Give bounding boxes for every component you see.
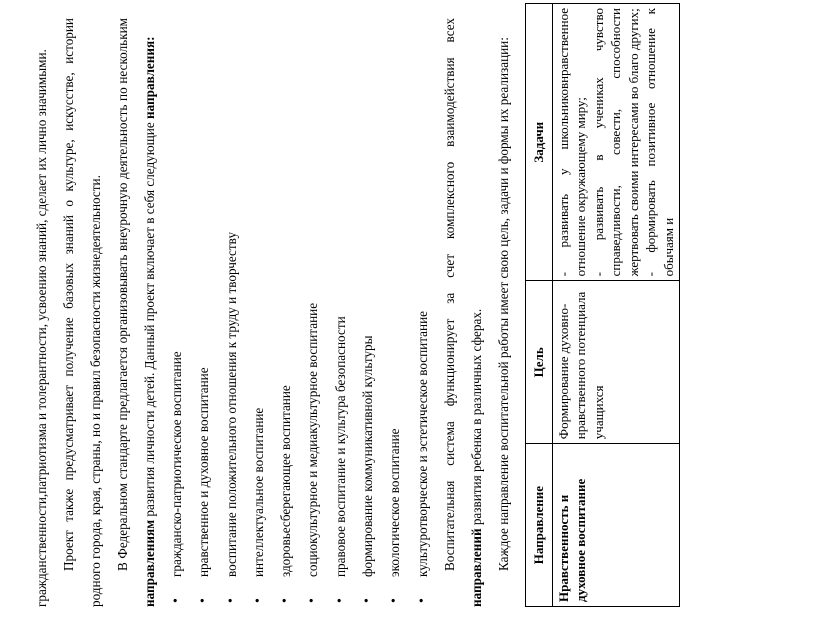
list-item — [218, 18, 245, 603]
list-item-text: здоровьесберегающее воспитание — [278, 385, 294, 577]
bullet-icon: • — [332, 598, 348, 603]
directions-table — [525, 3, 681, 607]
text-fragment: развития личности детей. Данный проект включает в себя следующие — [142, 119, 157, 520]
task-text: развивать в учениках чувство справедливости, совести, способности жертвовать своими интересами во благо других; — [590, 8, 641, 277]
bullet-icon: • — [196, 598, 212, 603]
text-fragment: В Федеральном стандарте предлагается организовывать внеурочную деятельность по нескольким — [115, 18, 130, 571]
paragraph-project: Проект также предусматривает получение базовых знаний о культуре, искусстве, истории родного города, края, страны, но и правил безопасности жизнедеятельности. — [61, 18, 103, 607]
list-item — [190, 18, 217, 603]
task-item — [555, 8, 590, 276]
goal-cell: Формирование духовно-нравственного потенциала учащихся — [552, 281, 680, 444]
tasks-cell — [552, 4, 680, 281]
list-item-text: экологическое воспитание — [387, 428, 403, 577]
bold-term: направлениям — [142, 519, 157, 607]
directions-list — [163, 18, 436, 607]
list-item-text: воспитание положительного отношения к труду и творчеству — [223, 231, 239, 577]
list-item-text: интеллектуальное воспитание — [250, 407, 266, 577]
paragraph-system — [436, 18, 490, 607]
bold-term: направления: — [142, 36, 157, 119]
list-item-text: формирование коммуникативной культуры — [360, 335, 376, 577]
list-item — [354, 18, 381, 603]
bold-term: направлений — [468, 528, 484, 607]
bullet-icon: • — [360, 598, 376, 603]
list-item — [327, 18, 354, 603]
list-item — [409, 18, 436, 603]
text-fragment: развития ребенка в различных сферах. — [468, 308, 484, 529]
list-item — [245, 18, 272, 603]
table-header-cell: Цель — [525, 281, 552, 444]
list-item-text: культуротворческое и эстетическое воспитание — [414, 311, 430, 577]
text-fragment: Воспитательная система функционирует за счет комплексного взаимодействия всех — [441, 18, 457, 571]
dash-marker: - — [555, 272, 571, 277]
list-item — [272, 18, 299, 603]
paragraph-intro-end: гражданственности,патриотизма и толерантности, усвоению знаний, сделает их лично значимыми. — [34, 49, 49, 607]
task-text: формировать позитивное отношение к обычаям и — [643, 8, 676, 277]
bullet-icon: • — [305, 598, 321, 603]
bullet-icon: • — [278, 598, 294, 603]
table-header-cell: Направление — [525, 444, 552, 607]
list-item-text: нравственное и духовное воспитание — [196, 367, 212, 577]
paragraph-fgos — [109, 18, 163, 607]
dash-marker: - — [590, 272, 606, 277]
list-item-text: социокультурное и медиакультурное воспитание — [305, 302, 321, 577]
bullet-icon: • — [414, 598, 430, 603]
list-item — [299, 18, 326, 603]
bullet-icon: • — [387, 598, 403, 603]
table-header-cell: Задачи — [525, 4, 552, 281]
table-row — [552, 4, 680, 607]
task-text: развивать у школьниковнравственное отношение окружающему миру; — [555, 8, 589, 277]
task-item — [590, 8, 643, 276]
list-item — [381, 18, 408, 603]
list-item-text: правовое воспитание и культура безопасности — [332, 316, 348, 577]
bullet-icon: • — [223, 598, 239, 603]
list-item-text: гражданско-патриотическое воспитание — [169, 351, 184, 577]
bullet-icon: • — [250, 598, 266, 603]
direction-cell: Нравственность и духовное воспитание — [552, 444, 680, 607]
task-item — [642, 8, 677, 276]
table-header-row — [525, 4, 552, 607]
list-item — [163, 18, 190, 603]
dash-marker: - — [643, 272, 659, 277]
bullet-icon: • — [169, 598, 184, 603]
paragraph-table-intro: Каждое направление воспитательной работы имеет свою цель, задачи и формы их реализации: — [495, 37, 511, 571]
